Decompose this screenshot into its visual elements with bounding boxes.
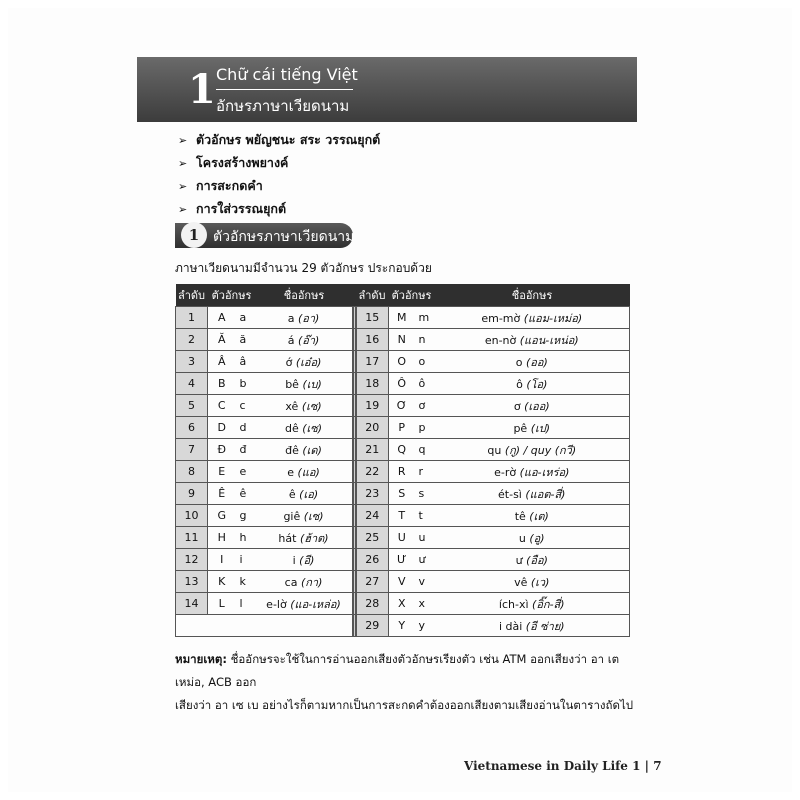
table-row [176,527,630,549]
thai-transliteration: (อ๊า) [297,333,320,347]
note-label: หมายเหตุ: [175,652,227,666]
lowercase-letter: a [236,307,256,329]
letter-name: tê [514,509,526,523]
order-number: 17 [356,351,389,373]
outline-item: ➢ โครงสร้างพยางค์ [178,151,380,174]
letter-name: ô [516,377,523,391]
table-row [176,461,630,483]
lowercase-letter: m [415,307,435,329]
page-footer: Vietnamese in Daily Life 1 | 7 [464,759,662,773]
thai-transliteration: (เบ) [302,377,322,391]
uppercase-letter: G [208,505,236,527]
order-number: 14 [176,593,208,615]
uppercase-letter: P [389,417,415,439]
table-row [176,483,630,505]
lowercase-letter: u [415,527,435,549]
uppercase-letter: Â [208,351,236,373]
letter-name-cell [256,483,353,505]
thai-transliteration: (แอน-เหน่อ) [519,333,579,347]
letter-name: ơ [513,399,521,413]
table-row [176,593,630,615]
lowercase-letter: â [236,351,256,373]
table-row [176,615,630,637]
letter-name: i [292,553,296,567]
table-row [176,439,630,461]
chapter-title-divider [216,89,353,90]
order-number: 3 [176,351,208,373]
letter-name-cell [256,373,353,395]
thai-transliteration: (อือ) [526,553,548,567]
letter-name-cell [435,307,630,329]
letter-name-cell [256,395,353,417]
lowercase-letter: r [415,461,435,483]
uppercase-letter: D [208,417,236,439]
thai-transliteration: (เป) [530,421,551,435]
order-number: 5 [176,395,208,417]
thai-transliteration: (อา) [297,311,320,325]
uppercase-letter: K [208,571,236,593]
table-row [176,351,630,373]
letter-name: e-lờ [266,597,287,611]
lowercase-letter: q [415,439,435,461]
order-number: 15 [356,307,389,329]
letter-name-cell [435,549,630,571]
lowercase-letter: i [236,549,256,571]
uppercase-letter: Ư [389,549,415,571]
letter-name-cell [256,461,353,483]
uppercase-letter: O [389,351,415,373]
thai-transliteration: (อี) [299,553,315,567]
order-number: 22 [356,461,389,483]
section-title: ตัวอักษรภาษาเวียดนาม [213,229,355,245]
chapter-outline [178,128,380,220]
letter-name: o [515,355,523,369]
thai-transliteration: (แอ-เหล่อ) [290,597,341,611]
lowercase-letter: g [236,505,256,527]
lowercase-letter: ê [236,483,256,505]
order-number: 23 [356,483,389,505]
letter-name-cell [256,417,353,439]
order-number: 8 [176,461,208,483]
letter-name-cell [435,483,630,505]
letter-name: en-nờ [484,333,517,347]
header-letter-name: ชื่ออักษร [256,284,353,307]
alphabet-table [175,284,630,637]
table-row [176,307,630,329]
letter-name: hát [278,531,297,545]
letter-name-cell [256,571,353,593]
uppercase-letter: Đ [208,439,236,461]
letter-name-cell [256,329,353,351]
header-letter: ตัวอักษร [389,284,435,307]
letter-name-cell [435,593,630,615]
outline-item: ➢ การสะกดคำ [178,174,380,197]
letter-name-cell [435,615,630,637]
uppercase-letter: C [208,395,236,417]
lowercase-letter: d [236,417,256,439]
thai-transliteration: (เออ) [524,399,550,413]
order-number: 28 [356,593,389,615]
order-number: 25 [356,527,389,549]
uppercase-letter: R [389,461,415,483]
thai-transliteration: (เซ) [301,399,322,413]
lowercase-letter: ô [415,373,435,395]
order-number: 4 [176,373,208,395]
thai-transliteration: (แอม-เหม่อ) [523,311,583,325]
lowercase-letter: t [415,505,435,527]
letter-name-cell [435,571,630,593]
table-row [176,549,630,571]
thai-transliteration: (อู) [529,531,545,545]
letter-name: dê [284,421,299,435]
letter-name: pê [513,421,528,435]
letter-name: giê [283,509,301,523]
uppercase-letter: Y [389,615,415,637]
letter-name-cell [435,329,630,351]
uppercase-letter: Ô [389,373,415,395]
thai-transliteration: (กู) / quy (กวี) [504,443,577,457]
letter-name: đê [285,443,299,457]
letter-name-cell [256,527,353,549]
uppercase-letter: A [208,307,236,329]
arrow-bullet-icon: ➢ [178,134,188,147]
outline-item: ➢ ตัวอักษร พยัญชนะ สระ วรรณยุกต์ [178,128,380,151]
order-number: 13 [176,571,208,593]
note-text-continued: เสียงว่า อา เซ เบ อย่างไรก็ตามหากเป็นการสะกดคำต้องออกเสียงตามเสียงอ่านในตารางถัดไป [175,698,634,712]
order-number: 6 [176,417,208,439]
table-row [176,505,630,527]
uppercase-letter: I [208,549,236,571]
uppercase-letter: S [389,483,415,505]
thai-transliteration: (เด) [302,443,322,457]
arrow-bullet-icon: ➢ [178,157,188,170]
thai-transliteration: (ออ) [525,355,548,369]
lowercase-letter: c [236,395,256,417]
letter-name: e-rờ [494,465,517,479]
outline-item: ➢ การใส่วรรณยุกต์ [178,197,380,220]
uppercase-letter: N [389,329,415,351]
thai-transliteration: (เซ) [302,421,323,435]
header-letter: ตัวอักษร [208,284,256,307]
uppercase-letter: L [208,593,236,615]
uppercase-letter: V [389,571,415,593]
letter-name: i dài [498,619,523,633]
letter-name-cell [256,307,353,329]
order-number: 24 [356,505,389,527]
thai-transliteration: (อิ๊ก-สี่) [532,597,565,611]
lowercase-letter: k [236,571,256,593]
order-number: 16 [356,329,389,351]
chapter-title-thai: อักษรภาษาเวียดนาม [216,97,350,115]
order-number: 12 [176,549,208,571]
uppercase-letter: Ơ [389,395,415,417]
letter-name-cell [435,527,630,549]
letter-name: e [287,465,294,479]
letter-name-cell [256,505,353,527]
letter-name-cell [256,439,353,461]
table-header-row [176,284,630,307]
footnote [175,648,635,717]
table-row [176,571,630,593]
table-row [176,329,630,351]
letter-name: xê [285,399,299,413]
lowercase-letter: p [415,417,435,439]
lowercase-letter: ơ [415,395,435,417]
table-row [176,395,630,417]
lowercase-letter: ă [236,329,256,351]
letter-name: ích-xì [498,597,529,611]
lowercase-letter: ư [415,549,435,571]
intro-text: ภาษาเวียดนามมีจำนวน 29 ตัวอักษร ประกอบด้วย [175,261,432,275]
order-number: 29 [356,615,389,637]
thai-transliteration: (ฮ้าต) [299,531,329,545]
chapter-title-vietnamese: Chữ cái tiếng Việt [216,65,358,84]
order-number: 21 [356,439,389,461]
letter-name-cell [435,461,630,483]
order-number: 26 [356,549,389,571]
uppercase-letter: U [389,527,415,549]
order-number: 2 [176,329,208,351]
order-number: 20 [356,417,389,439]
letter-name: á [287,333,295,347]
letter-name-cell [435,417,630,439]
order-number: 19 [356,395,389,417]
letter-name-cell [256,593,353,615]
thai-transliteration: (อี ซ่าย) [525,619,565,633]
thai-transliteration: (แอต-สี่) [525,487,566,501]
letter-name: ư [515,553,523,567]
letter-name: vê [514,575,528,589]
letter-name: ê [288,487,296,501]
lowercase-letter: đ [236,439,256,461]
order-number: 18 [356,373,389,395]
uppercase-letter: B [208,373,236,395]
lowercase-letter: n [415,329,435,351]
letter-name: ớ [285,355,293,369]
thai-transliteration: (แอ-เหร่อ) [519,465,570,479]
uppercase-letter: M [389,307,415,329]
order-number: 11 [176,527,208,549]
letter-name: a [287,311,295,325]
letter-name: em-mờ [481,311,521,325]
lowercase-letter: e [236,461,256,483]
lowercase-letter: b [236,373,256,395]
letter-name: qu [487,443,502,457]
order-number: 1 [176,307,208,329]
thai-transliteration: (แอ) [297,465,320,479]
uppercase-letter: E [208,461,236,483]
thai-transliteration: (เต) [529,509,549,523]
header-letter-name: ชื่ออักษร [435,284,630,307]
header-order: ลำดับ [176,284,208,307]
arrow-bullet-icon: ➢ [178,180,188,193]
header-order: ลำดับ [356,284,389,307]
letter-name-cell [435,395,630,417]
order-number: 7 [176,439,208,461]
letter-name: u [518,531,526,545]
order-number: 9 [176,483,208,505]
letter-name-cell [435,505,630,527]
lowercase-letter: x [415,593,435,615]
letter-name: ét-sì [498,487,522,501]
uppercase-letter: Ê [208,483,236,505]
order-number: 10 [176,505,208,527]
letter-name-cell [435,439,630,461]
uppercase-letter: Ă [208,329,236,351]
letter-name: ca [284,575,298,589]
lowercase-letter: y [415,615,435,637]
lowercase-letter: h [236,527,256,549]
empty-cell [176,615,353,637]
table-row [176,373,630,395]
note-text: ชื่ออักษรจะใช้ในการอ่านออกเสียงตัวอักษรเรียงตัว เช่น ATM ออกเสียงว่า อา เต เหม่อ, ACB ออก [175,652,620,689]
thai-transliteration: (เอ) [299,487,319,501]
thai-transliteration: (กา) [300,575,323,589]
lowercase-letter: v [415,571,435,593]
uppercase-letter: X [389,593,415,615]
chapter-number: 1 [188,66,216,113]
uppercase-letter: H [208,527,236,549]
lowercase-letter: s [415,483,435,505]
lowercase-letter: l [236,593,256,615]
table-row [176,417,630,439]
letter-name: bê [285,377,299,391]
letter-name-cell [256,549,353,571]
uppercase-letter: T [389,505,415,527]
letter-name-cell [435,373,630,395]
letter-name-cell [435,351,630,373]
uppercase-letter: Q [389,439,415,461]
thai-transliteration: (เอ๋อ) [295,355,322,369]
lowercase-letter: o [415,351,435,373]
section-number-badge: 1 [181,222,207,248]
thai-transliteration: (เว) [530,575,550,589]
alphabet-table-body [176,307,630,637]
letter-name-cell [256,351,353,373]
thai-transliteration: (เซ) [303,509,324,523]
order-number: 27 [356,571,389,593]
arrow-bullet-icon: ➢ [178,203,188,216]
thai-transliteration: (โอ) [526,377,548,391]
